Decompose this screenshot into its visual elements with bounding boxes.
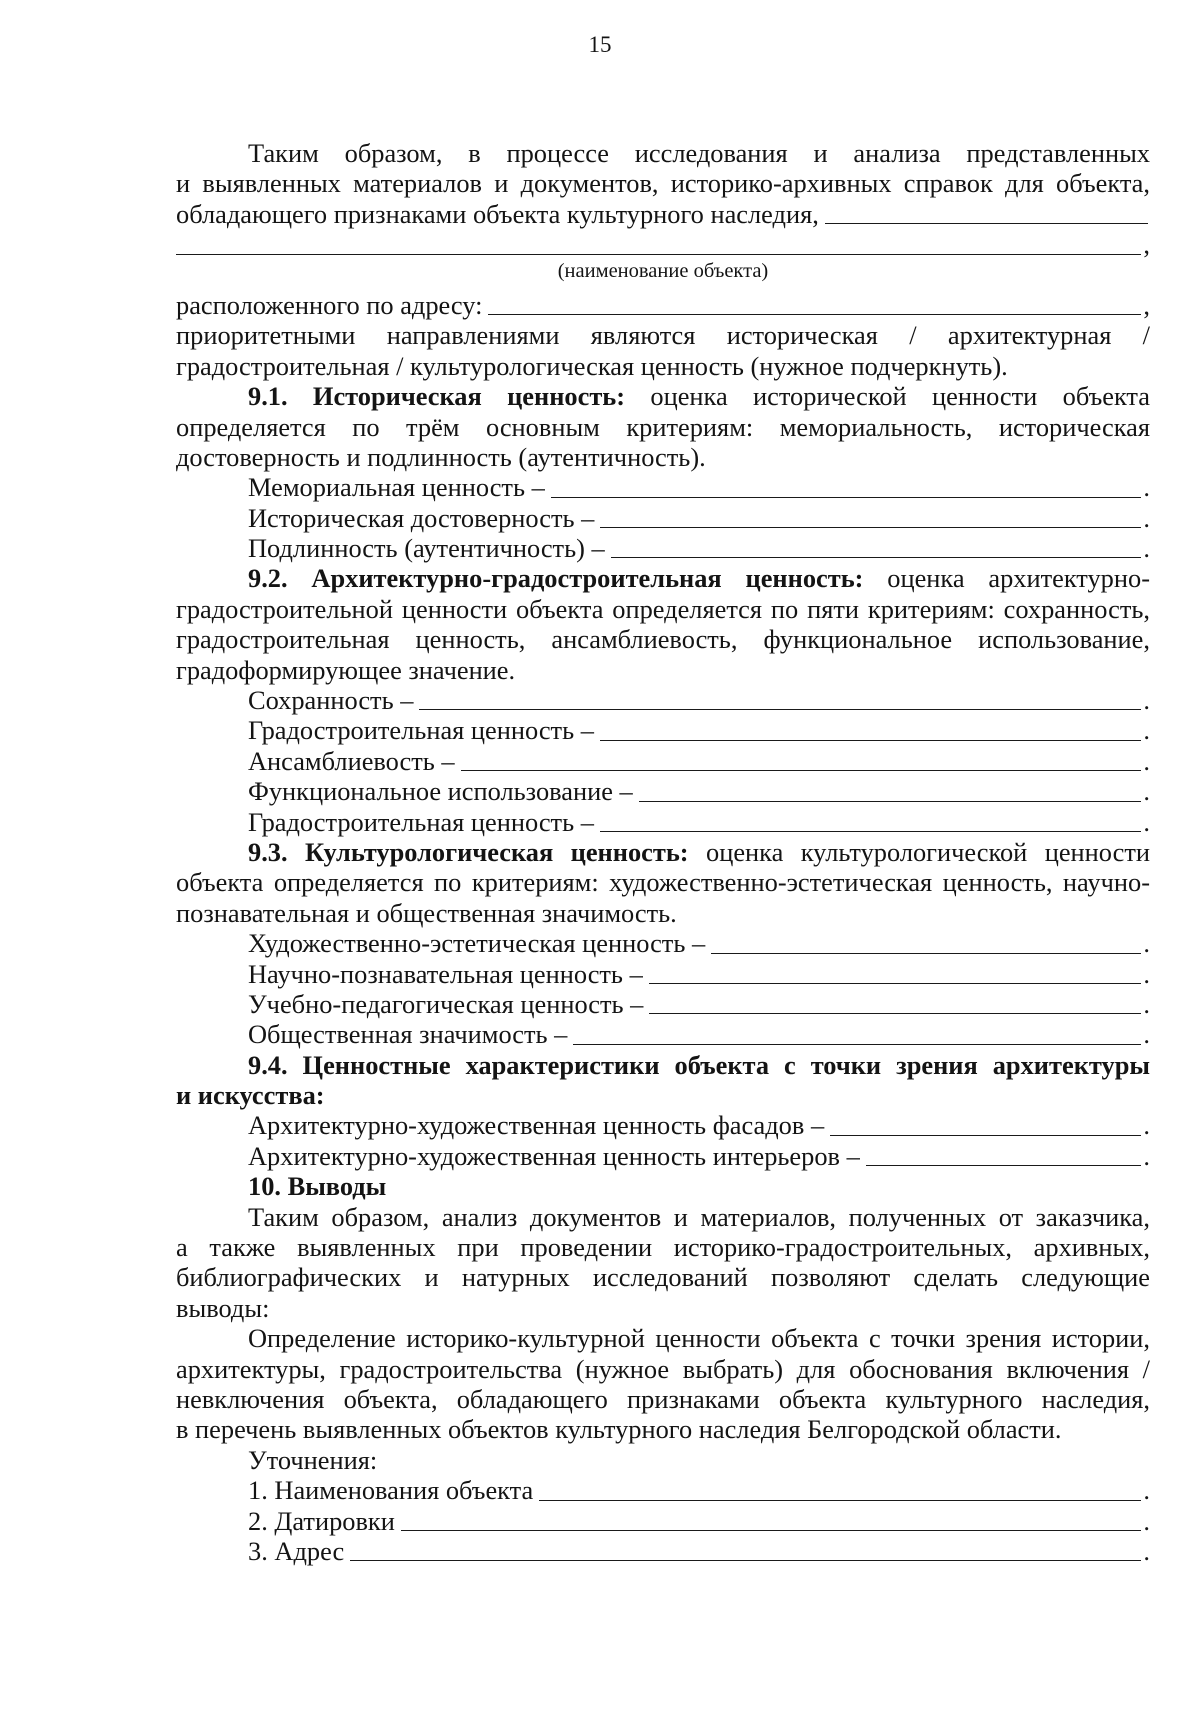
- object-name-line: ,: [176, 229, 1150, 259]
- section-9-2-title: Архитектурно-градостроительная ценность:: [311, 563, 864, 594]
- section-9-2-line-4: градоформирующее значение.: [176, 654, 516, 685]
- field-label: 2. Датировки: [248, 1505, 395, 1536]
- field-label: Художественно-эстетическая ценность –: [248, 928, 706, 959]
- field-label: Мемориальная ценность –: [248, 472, 545, 503]
- section-9-2-line-2: градостроительной ценности объекта определяется по пяти критериям: сохранность,: [176, 593, 1150, 624]
- section-9-2-number: 9.2.: [248, 563, 288, 594]
- section-9-3-heading: [176, 837, 1150, 867]
- field-clarify-dating: 2. Датировки .: [248, 1505, 1150, 1536]
- field-label: Функциональное использование –: [248, 776, 633, 807]
- address-line: расположенного по адресу: ,: [176, 289, 1150, 320]
- conclusions-p1-line-1: Таким образом, анализ документов и материалов, полученных от заказчика,: [248, 1201, 1150, 1232]
- field-blank[interactable]: [711, 952, 1141, 954]
- section-9-1-line-2: определяется по трём основным критериям: мемориальность, историческая: [176, 411, 1150, 442]
- clarifications-label: Уточнения:: [248, 1444, 378, 1475]
- field-blank[interactable]: [350, 1559, 1141, 1561]
- field-clarify-name: 1. Наименования объекта .: [248, 1475, 1150, 1506]
- field-urban-planning-value: Градостроительная ценность – .: [248, 715, 1150, 746]
- conclusions-p2-line-1: Определение историко-культурной ценности объекта с точки зрения истории,: [248, 1323, 1150, 1354]
- intro-line-2: и выявленных материалов и документов, историко-архивных справок для объекта,: [176, 168, 1150, 199]
- object-name-caption: (наименование объекта): [557, 259, 769, 282]
- section-9-3-line-3: познавательная и общественная значимость.: [176, 897, 677, 928]
- field-blank[interactable]: [639, 800, 1142, 802]
- conclusions-p1-line-3: библиографических и натурных исследований позволяют сделать следующие: [176, 1262, 1150, 1293]
- field-label: Ансамблиевость –: [248, 745, 455, 776]
- section-9-4-heading-2: и искусства:: [176, 1080, 325, 1111]
- conclusions-p1-line-4: выводы:: [176, 1292, 270, 1323]
- section-9-1-number: 9.1.: [248, 381, 288, 412]
- field-facade-value: Архитектурно-художественная ценность фасадов – .: [248, 1110, 1150, 1141]
- field-label: Историческая достоверность –: [248, 502, 595, 533]
- field-blank[interactable]: [419, 708, 1141, 710]
- section-9-1-title: Историческая ценность:: [312, 381, 626, 412]
- field-clarify-address: 3. Адрес .: [248, 1535, 1150, 1566]
- field-label: Учебно-педагогическая ценность –: [248, 988, 644, 1019]
- section-9-3-number: 9.3.: [248, 836, 288, 867]
- intro-line-3-text: обладающего признаками объекта культурного наследия,: [176, 198, 819, 229]
- conclusions-p1-line-2: а также выявленных при проведении историко-градостроительных, архивных,: [176, 1232, 1150, 1263]
- document-body: [176, 138, 1150, 1566]
- intro-line-6: приоритетными направлениями являются историческая / архитектурная /: [176, 320, 1150, 351]
- section-9-1-line-3: достоверность и подлинность (аутентичность).: [176, 441, 706, 472]
- page-number: 15: [588, 32, 612, 57]
- field-label: 3. Адрес: [248, 1535, 345, 1566]
- field-blank[interactable]: [649, 1012, 1141, 1014]
- field-label: Архитектурно-художественная ценность фасадов –: [248, 1110, 825, 1141]
- field-blank[interactable]: [401, 1529, 1142, 1531]
- field-historical-reliability: Историческая достоверность – .: [248, 502, 1150, 533]
- field-social-significance: Общественная значимость – .: [248, 1019, 1150, 1050]
- field-memorial-value: Мемориальная ценность – .: [248, 472, 1150, 503]
- field-interior-value: Архитектурно-художественная ценность интерьеров – .: [248, 1140, 1150, 1171]
- object-name-blank-2[interactable]: [176, 253, 1141, 255]
- field-label: Сохранность –: [248, 685, 414, 716]
- field-urban-planning-value-2: Градостроительная ценность – .: [248, 806, 1150, 837]
- object-name-caption-row: [176, 260, 1150, 290]
- field-blank[interactable]: [600, 739, 1141, 741]
- section-9-4-heading: 9.4. Ценностные характеристики объекта с точки зрения архитектуры: [248, 1049, 1150, 1080]
- field-blank[interactable]: [600, 526, 1141, 528]
- field-blank[interactable]: [461, 769, 1142, 771]
- field-blank[interactable]: [539, 1499, 1141, 1501]
- section-9-2-heading: [176, 563, 1150, 593]
- field-educational-value: Учебно-педагогическая ценность – .: [248, 988, 1150, 1019]
- field-label: Подлинность (аутентичность) –: [248, 533, 605, 564]
- section-9-3-title: Культурологическая ценность:: [305, 836, 689, 867]
- field-blank[interactable]: [649, 982, 1142, 984]
- section-9-1-lead: оценка исторической ценности объекта: [650, 381, 1150, 412]
- section-9-2-line-3: градостроительная ценность, ансамблиевость, функциональное использование,: [176, 624, 1150, 655]
- object-name-blank-1[interactable]: [825, 222, 1148, 224]
- field-authenticity: Подлинность (аутентичность) – .: [248, 533, 1150, 564]
- conclusions-p2-line-2: архитектуры, градостроительства (нужное выбрать) для обоснования включения /: [176, 1353, 1150, 1384]
- field-blank[interactable]: [573, 1043, 1141, 1045]
- field-functional-use: Функциональное использование – .: [248, 776, 1150, 807]
- conclusions-p2-line-3: невключения объекта, обладающего признаками объекта культурного наследия,: [176, 1384, 1150, 1415]
- field-label: Градостроительная ценность –: [248, 715, 594, 746]
- field-blank[interactable]: [830, 1134, 1141, 1136]
- intro-line-3: [176, 199, 1150, 229]
- field-blank[interactable]: [551, 496, 1142, 498]
- field-label: Научно-познавательная ценность –: [248, 958, 643, 989]
- field-label: 1. Наименования объекта: [248, 1475, 534, 1506]
- section-9-3-lead: оценка культурологической ценности: [706, 836, 1150, 867]
- field-label: Общественная значимость –: [248, 1019, 568, 1050]
- section-9-1-heading: [176, 381, 1150, 411]
- field-ensemble: Ансамблиевость – .: [248, 745, 1150, 776]
- field-blank[interactable]: [866, 1164, 1142, 1166]
- field-label: Архитектурно-художественная ценность интерьеров –: [248, 1140, 860, 1171]
- field-preservation: Сохранность – .: [248, 685, 1150, 716]
- section-10-heading: 10. Выводы: [248, 1171, 387, 1202]
- conclusions-p2-line-4: в перечень выявленных объектов культурного наследия Белгородской области.: [176, 1414, 1062, 1445]
- address-label: расположенного по адресу:: [176, 289, 483, 320]
- section-9-3-line-2: объекта определяется по критериям: художественно-эстетическая ценность, научно-: [176, 867, 1150, 898]
- field-blank[interactable]: [611, 556, 1142, 558]
- field-label: Градостроительная ценность –: [248, 806, 594, 837]
- address-blank[interactable]: [488, 313, 1141, 315]
- intro-line-1: Таким образом, в процессе исследования и анализа представленных: [248, 138, 1150, 168]
- field-artistic-value: Художественно-эстетическая ценность – .: [248, 928, 1150, 959]
- field-scientific-value: Научно-познавательная ценность – .: [248, 958, 1150, 989]
- intro-line-7: градостроительная / культурологическая ценность (нужное подчеркнуть).: [176, 350, 1008, 381]
- field-blank[interactable]: [600, 830, 1141, 832]
- section-9-2-lead: оценка архитектурно-: [887, 563, 1150, 594]
